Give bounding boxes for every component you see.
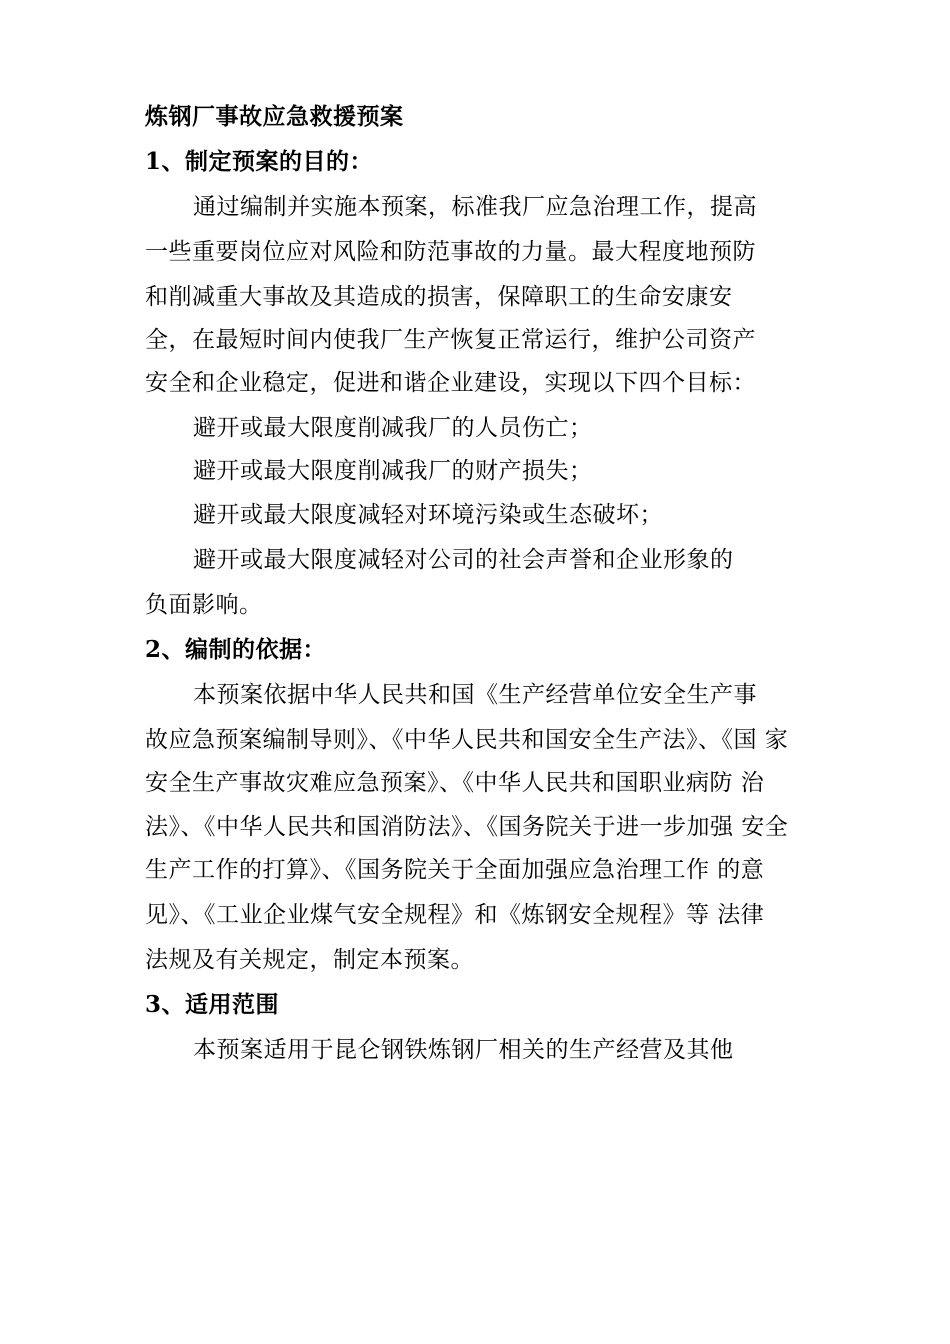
section-2-paragraph-line: 本预案依据中华人民共和国《生产经营单位安全生产事 [193,682,757,708]
section-1-paragraph-line: 一些重要岗位应对风险和防范事故的力量。最大程度地预防 [145,239,756,265]
section-1-paragraph-line: 通过编制并实施本预案，标准我厂应急治理工作，提高 [193,194,757,220]
section-1-paragraph-line: 安全和企业稳定，促进和谐企业建设，实现以下四个目标： [145,370,756,396]
section-2-paragraph-line: 生产工作的打算》、《国务院关于全面加强应急治理工作 的意 [145,857,765,883]
section-2-paragraph-line: 法规及有关规定，制定本预案。 [145,947,474,973]
section-2-paragraph-line: 安全生产事故灾难应急预案》、《中华人民共和国职业病防 治 [145,770,765,796]
section-2-paragraph-line: 法》、《中华人民共和国消防法》、《国务院关于进一步加强 安全 [145,814,789,840]
section-1-heading: 1、制定预案的目的： [145,148,374,175]
section-1-paragraph-line: 和削减重大事故及其造成的损害，保障职工的生命安康安 [145,284,733,310]
goal-item-continuation: 负面影响。 [145,592,263,618]
document-title: 炼钢厂事故应急救援预案 [145,103,404,130]
goal-item: 避开或最大限度减轻对环境污染或生态破坏； [193,502,663,528]
goal-item: 避开或最大限度削减我厂的财产损失； [193,458,593,484]
section-1-paragraph-line: 全，在最短时间内使我厂生产恢复正常运行，维护公司资产 [145,327,756,353]
section-3-heading: 3、适用范围 [145,991,280,1018]
section-2-paragraph-line: 见》、《工业企业煤气安全规程》和《炼钢安全规程》等 法律 [145,902,765,928]
section-3-paragraph-line: 本预案适用于昆仑钢铁炼钢厂相关的生产经营及其他 [193,1037,734,1063]
goal-item: 避开或最大限度减轻对公司的社会声誉和企业形象的 [193,547,734,573]
section-2-paragraph-line: 故应急预案编制导则》、《中华人民共和国安全生产法》、《国 家 [145,727,789,753]
goal-item: 避开或最大限度削减我厂的人员伤亡； [193,415,593,441]
section-2-heading: 2、编制的依据： [145,636,327,663]
